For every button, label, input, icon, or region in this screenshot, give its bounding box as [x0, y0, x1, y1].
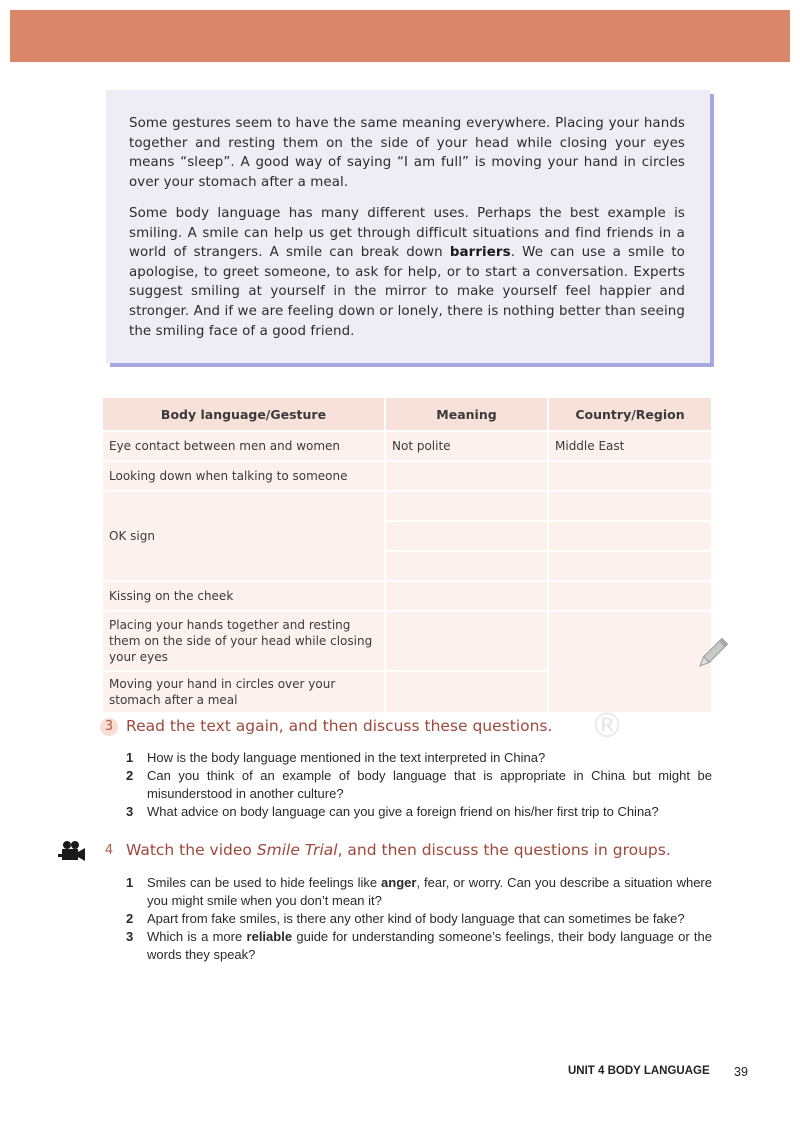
top-color-band	[10, 10, 790, 62]
pencil-icon	[694, 634, 730, 674]
meaning-cell[interactable]	[385, 671, 548, 713]
question-text: What advice on body language can you give a foreign friend on his/her first trip to China?	[147, 804, 659, 819]
page-number: 39	[734, 1065, 748, 1079]
section-4-title-part1: Watch the video	[126, 841, 257, 859]
question-number: 2	[126, 911, 134, 926]
section-3-number: 3	[100, 718, 118, 736]
meaning-cell[interactable]	[385, 491, 548, 521]
table-header-row	[102, 397, 712, 431]
region-cell[interactable]	[548, 581, 712, 611]
meaning-cell[interactable]	[385, 521, 548, 551]
video-camera-icon	[58, 840, 86, 862]
gesture-cell: Looking down when talking to someone	[102, 461, 385, 491]
reading-text-box	[106, 90, 710, 363]
table-row	[102, 491, 712, 521]
question-text-part2: guide for understanding someone’s feelings, their body language or the words they speak?	[147, 929, 713, 962]
question-number: 1	[126, 750, 134, 765]
list-item	[126, 928, 712, 964]
region-cell[interactable]	[548, 611, 712, 713]
question-number: 3	[126, 929, 134, 944]
section-4-heading	[100, 841, 671, 860]
list-item	[126, 749, 712, 767]
reading-p2-part2: . We can use a smile to apologise, to greet someone, to ask for help, or to start a conversation. Experts suggest smiling at yourself in the mirror to make yourself feel happier and stronger. And if we are feeling down or lonely, there is nothing better than seeing the smiling face of a good friend.	[129, 245, 685, 339]
reading-p2-part1: Some body language has many different uses. Perhaps the best example is smiling. A smile can help us get through difficult situations and find friends in a world of strangers. A smile can break down	[129, 206, 685, 261]
list-item	[126, 767, 712, 803]
gesture-cell: Kissing on the cheek	[102, 581, 385, 611]
meaning-cell[interactable]	[385, 581, 548, 611]
region-cell[interactable]	[548, 491, 712, 521]
section-4-title	[126, 841, 671, 859]
question-number: 3	[126, 804, 134, 819]
video-title: Smile Trial	[256, 841, 338, 859]
question-number: 2	[126, 768, 134, 783]
registered-watermark: ®	[590, 706, 624, 746]
section-4-title-part2: , and then discuss the questions in groups.	[337, 841, 671, 859]
question-text-part1: Smiles can be used to hide feelings like	[147, 875, 382, 890]
keyword-barriers: barriers	[449, 245, 511, 261]
body-language-table	[101, 396, 713, 714]
question-text: Can you think of an example of body language that is appropriate in China but might be misunderstood in another culture?	[147, 768, 712, 801]
list-item	[126, 874, 712, 910]
reading-paragraph-2	[129, 204, 685, 341]
list-item	[126, 910, 712, 928]
question-text-part1: Which is a more	[147, 929, 247, 944]
table-row	[102, 431, 712, 461]
header-meaning: Meaning	[385, 397, 548, 431]
unit-label: UNIT 4 BODY LANGUAGE	[568, 1065, 710, 1077]
gesture-cell: Eye contact between men and women	[102, 431, 385, 461]
section-3-questions	[126, 749, 712, 821]
region-cell[interactable]	[548, 461, 712, 491]
list-item	[126, 803, 712, 821]
meaning-cell: Not polite	[385, 431, 548, 461]
meaning-cell[interactable]	[385, 611, 548, 671]
keyword-anger: anger	[381, 875, 417, 890]
gesture-cell: Moving your hand in circles over your stomach after a meal	[102, 671, 385, 713]
keyword-reliable: reliable	[246, 929, 293, 944]
region-cell[interactable]	[548, 551, 712, 581]
header-gesture: Body language/Gesture	[102, 397, 385, 431]
section-3-title: Read the text again, and then discuss these questions.	[126, 717, 553, 735]
question-text: Apart from fake smiles, is there any other kind of body language that can sometimes be fake?	[147, 911, 685, 926]
meaning-cell[interactable]	[385, 551, 548, 581]
question-text: How is the body language mentioned in the text interpreted in China?	[147, 750, 546, 765]
gesture-cell: OK sign	[102, 491, 385, 581]
section-3-heading	[100, 717, 552, 736]
table-row	[102, 461, 712, 491]
region-cell: Middle East	[548, 431, 712, 461]
table-row	[102, 611, 712, 671]
question-text-part2: , fear, or worry. Can you describe a situation where you might smile when you don’t mean it?	[147, 875, 712, 908]
section-4-number: 4	[104, 843, 114, 858]
question-number: 1	[126, 875, 134, 890]
section-4-questions	[126, 874, 712, 964]
reading-paragraph-1: Some gestures seem to have the same meaning everywhere. Placing your hands together and resting them on the side of your head while closing your eyes means “sleep”. A good way of saying “I am full” is moving your hand in circles over your stomach after a meal.	[129, 116, 685, 190]
gesture-cell: Placing your hands together and resting them on the side of your head while closing your eyes	[102, 611, 385, 671]
header-region: Country/Region	[548, 397, 712, 431]
region-cell[interactable]	[548, 521, 712, 551]
meaning-cell[interactable]	[385, 461, 548, 491]
table-row	[102, 581, 712, 611]
